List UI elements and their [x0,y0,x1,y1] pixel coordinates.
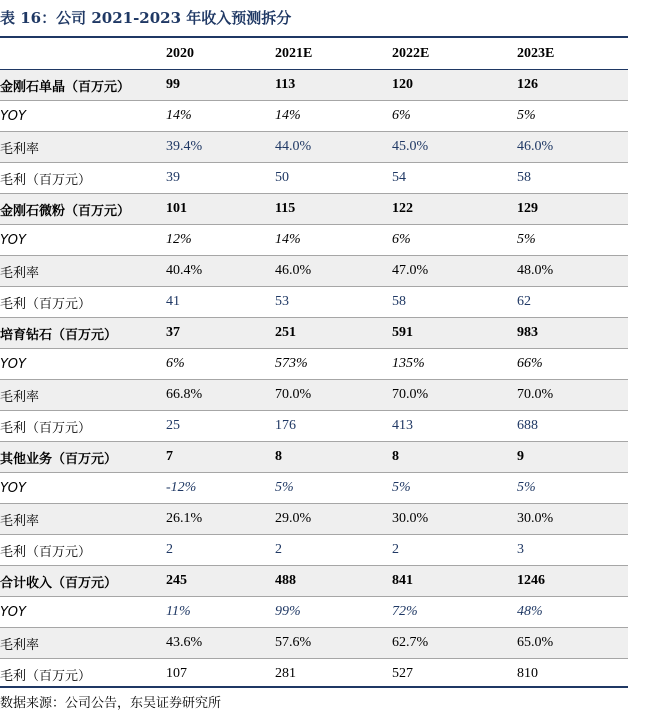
table-cell: 6% [392,101,517,132]
row-label: 金刚石微粉（百万元） [0,194,166,225]
table-cell: 48% [517,597,628,628]
row-label: 毛利（百万元） [0,287,166,318]
table-row [0,163,628,194]
table-cell: 5% [517,101,628,132]
header-cell: 2022E [392,38,517,70]
table-cell: 30.0% [392,504,517,535]
table-cell: 107 [166,666,187,681]
table-cell: 99 [166,70,275,101]
row-label: YOY [0,349,166,380]
row-label: 毛利率 [0,628,166,659]
table-cell: 44.0% [275,132,392,163]
table-cell: 2 [275,535,392,566]
header-cell [0,38,166,70]
table-cell: 5% [275,473,392,504]
table-cell: 1246 [517,566,628,597]
table-cell: 57.6% [275,628,392,659]
table-cell: 39 [166,163,275,194]
table-row [0,194,628,225]
table-cell: 5% [517,473,628,504]
table-cell: 8 [275,442,392,473]
table-cell: 2 [166,535,275,566]
row-label: YOY [0,225,166,256]
table-cell: 573% [275,349,392,380]
table-cell: 50 [275,163,392,194]
table-row [0,101,628,132]
table-cell: 120 [392,70,517,101]
table-cell: 983 [517,318,628,349]
table-cell: 527 [392,666,413,681]
table-row [0,349,628,380]
table-cell: 14% [275,225,392,256]
table-cell: 41 [166,287,275,318]
row-label: YOY [0,473,166,504]
table-cell: 46.0% [275,256,392,287]
row-label: 培育钻石（百万元） [0,318,166,349]
table-cell: 129 [517,194,628,225]
table-row [0,70,628,101]
bottom-rule [0,686,628,688]
table-cell: 113 [275,70,392,101]
table-cell: 12% [166,225,275,256]
table-title: 表 16：公司 2021-2023 年收入预测拆分 [0,9,292,27]
table-row [0,380,628,411]
table-cell: 6% [392,225,517,256]
table-cell: 245 [166,566,275,597]
table-cell: 54 [392,163,517,194]
table-cell: 14% [275,101,392,132]
table-cell: 8 [392,442,517,473]
table-row [0,442,628,473]
table-row [0,256,628,287]
table-row [0,628,628,659]
table-row [0,411,628,442]
table-cell: 5% [517,225,628,256]
table-row [0,659,628,690]
table-row [0,318,628,349]
table-cell: 2 [392,535,517,566]
table-cell: 45.0% [392,132,517,163]
table-cell: 122 [392,194,517,225]
row-label: 合计收入（百万元） [0,566,166,597]
header-row [0,38,628,70]
table-cell: 135% [392,349,517,380]
table-cell: 6% [166,349,275,380]
table-cell: 26.1% [166,504,275,535]
table-cell: 46.0% [517,132,628,163]
table-cell: 413 [392,411,517,442]
table-cell: 43.6% [166,628,275,659]
table-cell: 11% [166,597,275,628]
table-cell: 591 [392,318,517,349]
row-label: 毛利率 [0,380,166,411]
row-label: 毛利率 [0,132,166,163]
table-cell: 47.0% [392,256,517,287]
table-row [0,535,628,566]
table-cell: 14% [166,101,275,132]
table-cell: 62.7% [392,628,517,659]
table-cell: 99% [275,597,392,628]
header-cell: 2023E [517,38,628,70]
table-cell: 3 [517,535,628,566]
row-label: 毛利（百万元） [0,163,166,194]
table-cell: 37 [166,318,275,349]
header-cell: 2020 [166,38,275,70]
table-cell: 70.0% [517,380,628,411]
row-label: 毛利率 [0,256,166,287]
table-cell: 126 [517,70,628,101]
forecast-table [0,38,628,689]
table-cell: 115 [275,194,392,225]
table-cell: 176 [275,411,392,442]
table-cell: 30.0% [517,504,628,535]
table-cell: 251 [275,318,392,349]
table-cell: 62 [517,287,628,318]
table-cell: 65.0% [517,628,628,659]
table-cell: 58 [392,287,517,318]
table-cell: 70.0% [275,380,392,411]
table-cell: 810 [517,666,538,681]
table-row [0,132,628,163]
row-label: 毛利（百万元） [0,535,166,566]
row-label: YOY [0,101,166,132]
table-cell: 488 [275,566,392,597]
row-label: 毛利率 [0,504,166,535]
table-row [0,225,628,256]
table-cell: -12% [166,473,275,504]
header-cell: 2021E [275,38,392,70]
table-cell: 40.4% [166,256,275,287]
table-cell: 66.8% [166,380,275,411]
table-cell: 5% [392,473,517,504]
row-label: 毛利（百万元） [0,668,92,684]
table-cell: 29.0% [275,504,392,535]
table-cell: 39.4% [166,132,275,163]
table-cell: 70.0% [392,380,517,411]
table-row [0,597,628,628]
table-cell: 53 [275,287,392,318]
table-row [0,473,628,504]
table-cell: 101 [166,194,275,225]
table-row [0,566,628,597]
table-row [0,287,628,318]
table-cell: 7 [166,442,275,473]
table-cell: 72% [392,597,517,628]
table-cell: 58 [517,163,628,194]
table-cell: 66% [517,349,628,380]
table-cell: 9 [517,442,628,473]
table-cell: 281 [275,666,296,681]
table-cell: 25 [166,411,275,442]
row-label: 金刚石单晶（百万元） [0,70,166,101]
row-label: 毛利（百万元） [0,411,166,442]
table-cell: 688 [517,411,628,442]
source-note: 数据来源：公司公告，东吴证券研究所 [0,696,222,711]
row-label: YOY [0,597,166,628]
table-row [0,504,628,535]
table-cell: 48.0% [517,256,628,287]
table-cell: 841 [392,566,517,597]
row-label: 其他业务（百万元） [0,442,166,473]
